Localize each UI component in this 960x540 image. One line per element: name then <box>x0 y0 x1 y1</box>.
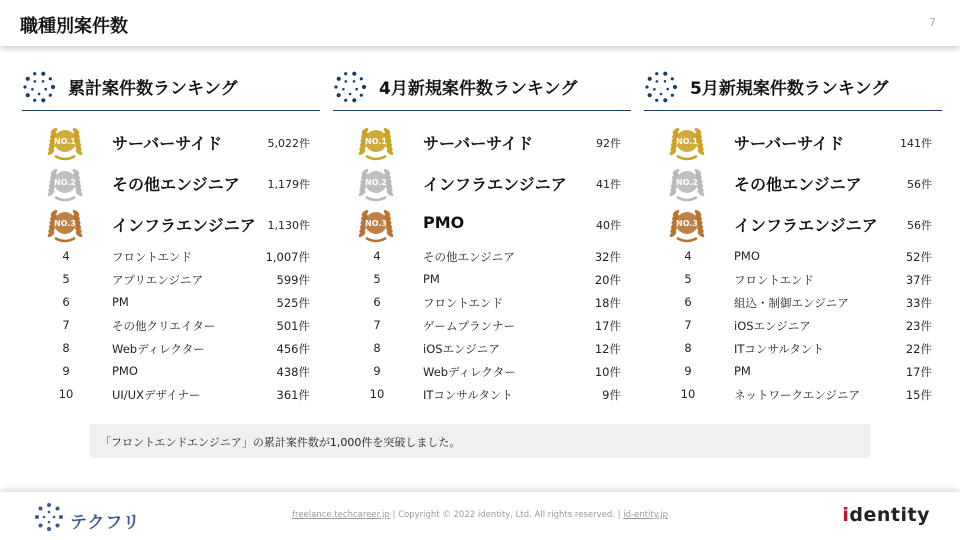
item-count: 52件 <box>905 250 932 264</box>
rank-medal-icon <box>353 122 399 162</box>
separator: | <box>392 510 396 520</box>
medal-label: NO.1 <box>676 137 698 146</box>
identity-logo: identity <box>842 504 930 526</box>
rank-number: 8 <box>373 341 381 355</box>
rank-medal-icon <box>42 163 88 203</box>
item-count: 18件 <box>594 296 621 310</box>
top-rank-item <box>644 204 942 244</box>
rank-medal-icon <box>42 122 88 162</box>
rank-number: 6 <box>62 295 70 309</box>
rank-row <box>22 246 320 266</box>
copyright-text: Copyright © 2022 identity, Ltd. All rights reserved. <box>398 510 615 520</box>
medal-label: NO.2 <box>54 178 76 187</box>
rank-row <box>333 246 631 266</box>
rank-row <box>333 338 631 358</box>
rank-row <box>333 361 631 381</box>
rank-number: 8 <box>684 341 692 355</box>
page-footer <box>0 492 960 540</box>
page-number: 7 <box>929 16 936 29</box>
separator: | <box>617 510 621 520</box>
dot-ring-icon <box>22 70 56 104</box>
item-count: 15件 <box>905 388 932 402</box>
item-name: インフラエンジニア <box>112 216 256 235</box>
item-name: フロントエンド <box>112 250 193 264</box>
item-count: 20件 <box>594 273 621 287</box>
item-name: ゲームプランナー <box>423 319 515 333</box>
rank-row <box>22 384 320 404</box>
item-count: 92件 <box>596 137 621 150</box>
item-count: 12件 <box>594 342 621 356</box>
item-count: 56件 <box>907 219 932 232</box>
rank-row <box>333 269 631 289</box>
item-name: フロントエンド <box>423 296 504 310</box>
dot-ring-icon <box>333 70 367 104</box>
top-rank-item <box>333 204 631 244</box>
item-count: 501件 <box>276 319 310 333</box>
rank-number: 5 <box>62 272 70 286</box>
page-title: 職種別案件数 <box>20 16 128 37</box>
item-count: 32件 <box>594 250 621 264</box>
item-count: 599件 <box>276 273 310 287</box>
column-title: 4月新規案件数ランキング <box>379 79 578 99</box>
item-count: 1,130件 <box>267 219 310 232</box>
item-name: サーバーサイド <box>734 134 845 153</box>
column-header <box>22 60 320 111</box>
rank-row <box>644 384 942 404</box>
item-name: PM <box>423 272 440 286</box>
item-name: サーバーサイド <box>423 134 534 153</box>
top-rank-item <box>644 122 942 162</box>
rank-number: 4 <box>373 249 381 263</box>
item-count: 438件 <box>276 365 310 379</box>
item-count: 22件 <box>905 342 932 356</box>
rank-number: 9 <box>684 364 692 378</box>
medal-label: NO.1 <box>365 137 387 146</box>
item-count: 361件 <box>276 388 310 402</box>
column-header <box>644 60 942 111</box>
item-count: 40件 <box>596 219 621 232</box>
identity-link[interactable]: id-entity.jp <box>623 510 668 520</box>
rank-number: 6 <box>684 295 692 309</box>
ranking-column <box>22 60 320 420</box>
item-count: 17件 <box>594 319 621 333</box>
item-name: サーバーサイド <box>112 134 223 153</box>
item-count: 10件 <box>594 365 621 379</box>
item-name: その他クリエイター <box>112 319 216 333</box>
rank-medal-icon <box>664 163 710 203</box>
note-text: 「フロントエンドエンジニア」の累計案件数が1,000件を突破しました。 <box>100 436 461 449</box>
rank-medal-icon <box>353 163 399 203</box>
item-count: 17件 <box>905 365 932 379</box>
rank-row <box>333 315 631 335</box>
item-count: 33件 <box>905 296 932 310</box>
column-title: 5月新規案件数ランキング <box>690 79 889 99</box>
top-rank-item <box>22 122 320 162</box>
copyright-line <box>0 510 960 520</box>
ranking-column <box>333 60 631 420</box>
item-name: iOSエンジニア <box>734 319 811 333</box>
item-name: その他エンジニア <box>734 175 862 194</box>
rank-number: 10 <box>680 387 696 401</box>
rank-medal-icon <box>664 122 710 162</box>
item-count: 456件 <box>276 342 310 356</box>
medal-label: NO.1 <box>54 137 76 146</box>
item-name: PM <box>734 364 751 378</box>
item-name: インフラエンジニア <box>423 175 567 194</box>
top-rank-item <box>22 163 320 203</box>
rank-row <box>644 361 942 381</box>
note-box <box>90 424 870 458</box>
dot-ring-icon <box>644 70 678 104</box>
rank-number: 5 <box>373 272 381 286</box>
rank-number: 4 <box>62 249 70 263</box>
rank-row <box>644 315 942 335</box>
item-count: 9件 <box>602 388 621 402</box>
item-count: 525件 <box>276 296 310 310</box>
rank-number: 7 <box>684 318 692 332</box>
rank-row <box>22 269 320 289</box>
item-count: 56件 <box>907 178 932 191</box>
rank-medal-icon <box>42 204 88 244</box>
item-name: PMO <box>423 213 465 232</box>
rank-row <box>22 292 320 312</box>
rank-row <box>644 246 942 266</box>
rank-number: 7 <box>373 318 381 332</box>
item-name: PM <box>112 295 129 309</box>
item-name: ネットワークエンジニア <box>734 388 860 402</box>
item-name: その他エンジニア <box>112 175 240 194</box>
medal-label: NO.3 <box>54 219 76 228</box>
top-rank-item <box>333 163 631 203</box>
item-name: ITコンサルタント <box>423 388 513 402</box>
item-name: PMO <box>112 364 138 378</box>
item-count: 37件 <box>905 273 932 287</box>
item-name: アプリエンジニア <box>112 273 204 287</box>
top-rank-item <box>22 204 320 244</box>
item-name: その他エンジニア <box>423 250 515 264</box>
item-name: Webディレクター <box>423 365 516 379</box>
item-name: Webディレクター <box>112 342 205 356</box>
rank-row <box>644 292 942 312</box>
rank-number: 6 <box>373 295 381 309</box>
item-count: 1,007件 <box>265 250 310 264</box>
item-name: UI/UXデザイナー <box>112 388 201 402</box>
rank-number: 9 <box>373 364 381 378</box>
rank-row <box>644 338 942 358</box>
rank-row <box>22 361 320 381</box>
top-rank-item <box>333 122 631 162</box>
medal-label: NO.2 <box>365 178 387 187</box>
rank-row <box>22 315 320 335</box>
rank-number: 8 <box>62 341 70 355</box>
item-count: 5,022件 <box>267 137 310 150</box>
medal-label: NO.2 <box>676 178 698 187</box>
rank-number: 4 <box>684 249 692 263</box>
column-title: 累計案件数ランキング <box>68 79 238 99</box>
rank-medal-icon <box>353 204 399 244</box>
item-name: フロントエンド <box>734 273 815 287</box>
medal-label: NO.3 <box>676 219 698 228</box>
ranking-column <box>644 60 942 420</box>
item-name: インフラエンジニア <box>734 216 878 235</box>
item-count: 1,179件 <box>267 178 310 191</box>
medal-label: NO.3 <box>365 219 387 228</box>
top-rank-item <box>644 163 942 203</box>
rank-number: 5 <box>684 272 692 286</box>
rank-row <box>644 269 942 289</box>
techcareer-link[interactable]: freelance.techcareer.jp <box>292 510 390 520</box>
rank-number: 10 <box>58 387 74 401</box>
rank-row <box>333 384 631 404</box>
item-name: PMO <box>734 249 760 263</box>
rank-row <box>22 338 320 358</box>
item-count: 23件 <box>905 319 932 333</box>
rank-row <box>333 292 631 312</box>
rank-number: 10 <box>369 387 385 401</box>
rank-medal-icon <box>664 204 710 244</box>
rank-number: 9 <box>62 364 70 378</box>
item-name: iOSエンジニア <box>423 342 500 356</box>
rank-number: 7 <box>62 318 70 332</box>
logo-text: テクフリ <box>70 513 141 533</box>
page-header <box>0 0 960 46</box>
item-count: 41件 <box>596 178 621 191</box>
item-count: 141件 <box>900 137 932 150</box>
item-name: ITコンサルタント <box>734 342 824 356</box>
item-name: 組込・制御エンジニア <box>734 296 849 310</box>
column-header <box>333 60 631 111</box>
